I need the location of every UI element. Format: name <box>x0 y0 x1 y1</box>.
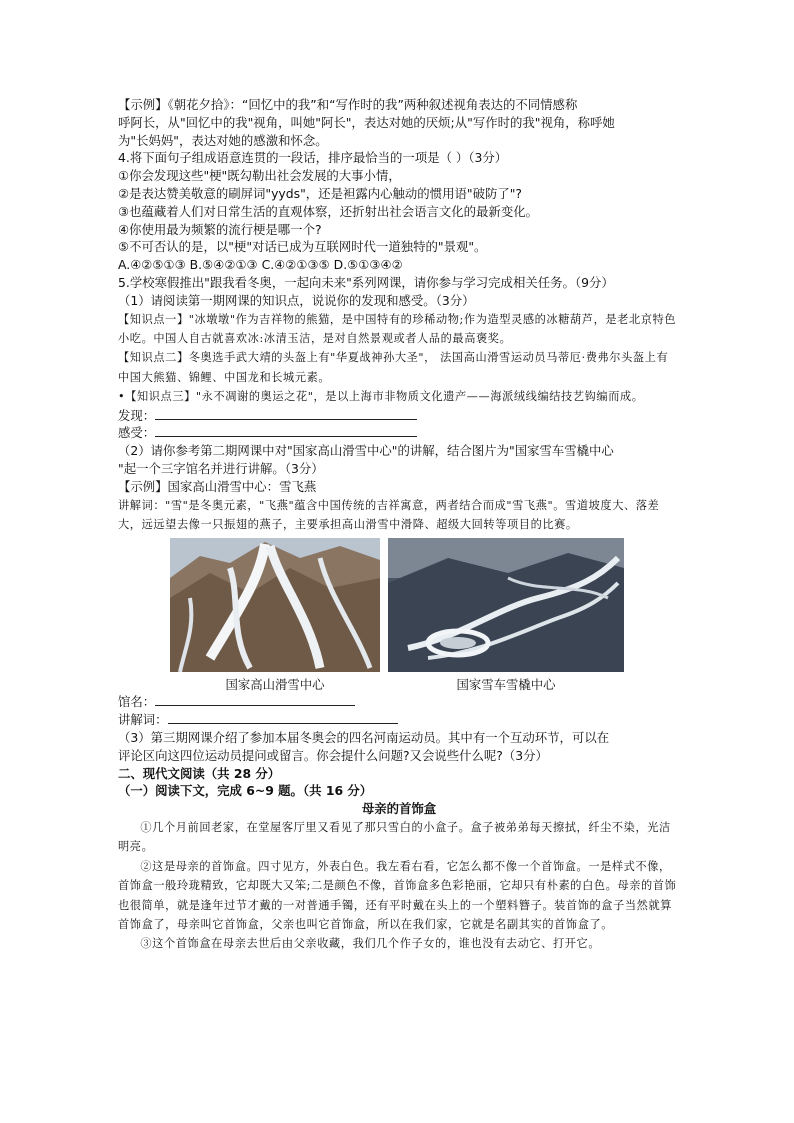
knowledge-point-1: 【知识点一】"冰墩墩"作为吉祥物的熊猫，是中国特有的珍稀动物;作为造型灵感的冰糖葫芦，是老北京特色小吃。中国人自古就喜欢冰:冰清玉洁，是对自然景观或者人品的最高褒奖。 <box>118 312 677 345</box>
q4-sentence-3: ③也蕴藏着人们对日常生活的直观体察，还折射出社会语言文化的最新变化。 <box>118 203 538 219</box>
feeling-blank[interactable] <box>155 424 417 437</box>
hall-name-blank[interactable] <box>155 693 355 706</box>
explain-row <box>118 711 680 729</box>
example-hall: 【示例】国家高山滑雪中心：雪飞燕 <box>118 478 317 494</box>
q4-sentence-2: ②是表达赞美敬意的刷屏词"yyds"，还是袒露内心触动的惯用语"破防了"? <box>118 185 523 201</box>
alpine-ski-center-photo <box>170 538 380 672</box>
paragraph-3: ③这个首饰盒在母亲去世后由父亲收藏，我们几个作子女的，谁也没有去动它、打开它。 <box>140 937 601 951</box>
paragraph-1: ①几个月前回老家，在堂屋客厅里又看见了那只雪白的小盒子。盒子被弟弟每天擦拭，纤尘不染，光洁明亮。 <box>118 820 671 854</box>
q4-options: A.④②⑤①③ B.⑤④②①③ C.④②①③⑤ D.⑤①③④② <box>118 257 403 273</box>
question-5: 5.学校寒假推出"跟我看冬奥，一起向未来"系列网课，请你参与学习完成相关任务。（9分） <box>118 274 614 290</box>
q4-sentence-1: ①你会发现这些"梗"既勾勒出社会发展的大事小情， <box>118 168 401 184</box>
article-title: 母亲的首饰盒 <box>361 801 437 817</box>
feeling-row <box>118 424 680 442</box>
paragraph-2: ②这是母亲的首饰盒。四寸见方，外表白色。我左看右看，它怎么都不像一个首饰盒。一是样式不像，首饰盒一般玲珑精致，它却既大又笨;二是颜色不像，首饰盒多色彩艳丽，它却只有朴素的白色。母亲的首饰也很简单，就是逢年过节才戴的一对普通手镯，还有平时戴在头上的一个塑料簪子。装首饰的盒子当然就算首饰盒了，母亲叫它首饰盒，父亲也叫它首饰盒，所以在我们家，它就是名副其实的首饰盒了。 <box>118 859 677 931</box>
q5-part-3b: 评论区向这四位运动员提问或留言。你会提什么问题?又会说些什么呢?（3分） <box>118 747 548 763</box>
q5-part-3a: （3）第三期网课介绍了参加本届冬奥会的四名河南运动员。其中有一个互动环节，可以在 <box>118 729 610 745</box>
knowledge-point-2: 【知识点二】冬奥选手武大靖的头盔上有"华夏战神孙大圣"， 法国高山滑雪运动员马蒂厄·费弗尔头盔上有中国大熊猫、锦鲤、中国龙和长城元素。 <box>118 351 669 384</box>
explain-blank[interactable] <box>168 711 398 724</box>
subsection-1-heading: （一）阅读下文，完成 6~9 题。（共 16 分） <box>118 783 373 799</box>
figure-alpine <box>170 538 380 693</box>
knowledge-point-3: •【知识点三】"永不凋谢的奥运之花"，是以上海市非物质文化遗产——海派绒线编结技艺钩编而成。 <box>118 390 644 404</box>
explain-label: 讲解词： <box>118 712 168 728</box>
example-line-2: 呼阿长，从"回忆中的我"视角，叫她"阿长"，表达对她的厌烦;从"写作时的我"视角，称呼她 <box>118 114 615 130</box>
photo-row <box>170 538 680 693</box>
q5-part-1: （1）请阅读第一期网课的知识点，说说你的发现和感受。（3分） <box>118 292 475 308</box>
q4-sentence-4: ④你使用最为频繁的流行梗是哪一个? <box>118 221 322 237</box>
example-explanation: 讲解词："雪"是冬奥元素，"飞燕"蕴含中国传统的吉祥寓意，两者结合而成"雪飞燕"。雪道坡度大、落差大，远远望去像一只振翅的燕子，主要承担高山滑雪中滑降、超级大回转等项目的比赛。 <box>118 498 660 531</box>
question-4: 4.将下面句子组成语意连贯的一段话，排序最恰当的一项是（ ）（3分） <box>118 150 508 166</box>
q4-sentence-5: ⑤不可否认的是，以"梗"对话已成为互联网时代一道独特的"景观"。 <box>118 239 487 255</box>
q5-part-2b: "起一个三字馆名并进行讲解。（3分） <box>118 460 324 476</box>
finding-blank[interactable] <box>155 407 417 420</box>
section-2-heading: 二、现代文阅读（共 28 分） <box>118 765 281 781</box>
finding-row <box>118 407 680 425</box>
document-page <box>118 96 680 954</box>
hall-name-row <box>118 693 680 711</box>
q5-part-2a: （2）请你参考第二期网课中对"国家高山滑雪中心"的讲解，结合图片为"国家雪车雪橇中心 <box>118 443 614 459</box>
example-line-3: 为"长妈妈"，表达对她的感激和怀念。 <box>118 132 328 148</box>
caption-sliding: 国家雪车雪橇中心 <box>456 677 556 693</box>
example-line-1: 【示例】《朝花夕拾》：“回忆中的我”和“写作时的我”两种叙述视角表达的不同情感称 <box>118 97 578 112</box>
feeling-label: 感受： <box>118 425 156 441</box>
sliding-center-photo <box>388 538 624 672</box>
caption-alpine: 国家高山滑雪中心 <box>225 677 325 693</box>
figure-sliding <box>388 538 624 693</box>
hall-name-label: 馆名： <box>118 694 156 710</box>
finding-label: 发现： <box>118 407 156 423</box>
